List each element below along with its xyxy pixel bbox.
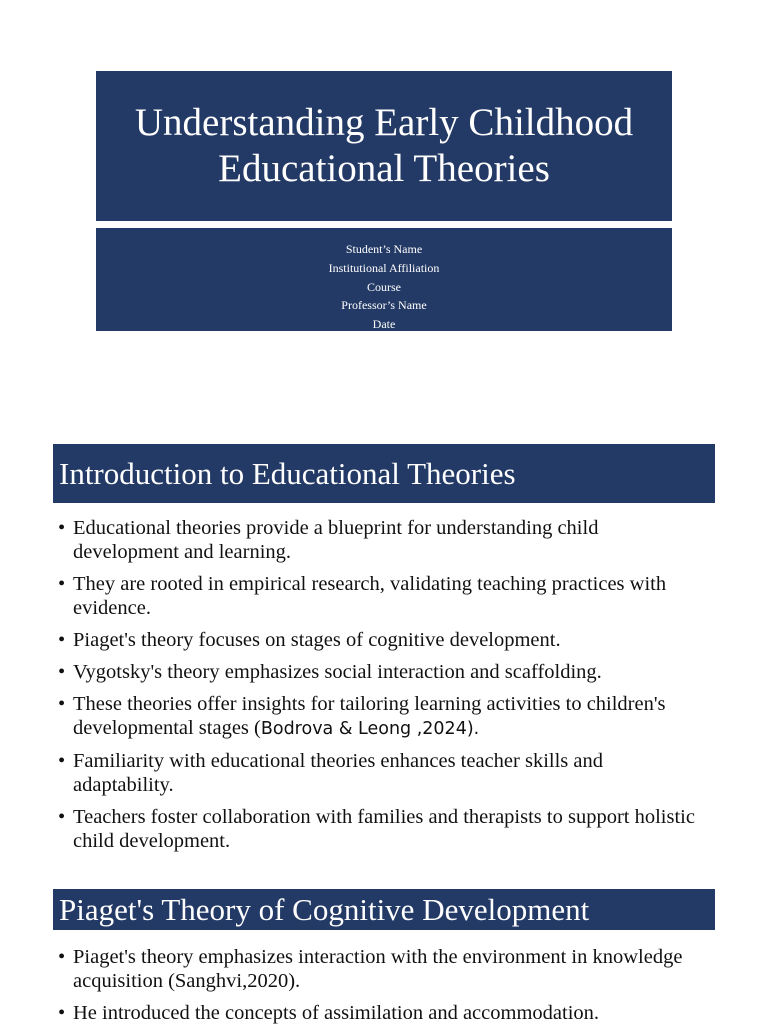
course: Course (367, 279, 401, 294)
citation-text: Bodrova & Leong ,2024). (260, 719, 480, 739)
list-item (58, 516, 708, 564)
list-item (58, 692, 708, 741)
intro-heading: Introduction to Educational Theories (53, 444, 715, 503)
bullet-text: Vygotsky's theory emphasizes social interaction and scaffolding. (73, 661, 602, 683)
bullet-text: Piaget's theory focuses on stages of cognitive development. (73, 629, 561, 651)
bullet-text: These theories offer insights for tailoring learning activities to children's developmental stages ( (73, 693, 666, 739)
bullet-icon: • (58, 517, 66, 539)
subtitle-box (96, 228, 672, 331)
title-line-1: Understanding Early Childhood (134, 101, 634, 144)
bullet-icon: • (58, 573, 66, 595)
title-line-2: Educational Theories (218, 147, 550, 190)
bullet-icon: • (58, 946, 66, 968)
date: Date (372, 317, 396, 332)
list-item (58, 660, 708, 684)
list-item (58, 1001, 708, 1024)
student-name: Student’s Name (345, 242, 423, 256)
bullet-text: He introduced the concepts of assimilation and accommodation. (73, 1002, 600, 1024)
professor-name: Professor’s Name (341, 298, 427, 313)
bullet-icon: • (58, 750, 66, 772)
title-slide-box (96, 71, 672, 221)
list-item (58, 628, 708, 652)
bullet-icon: • (58, 1002, 66, 1024)
bullet-icon: • (58, 806, 66, 828)
intro-bullet-list (58, 516, 708, 861)
piaget-heading: Piaget's Theory of Cognitive Development (53, 889, 715, 930)
list-item (58, 945, 708, 993)
bullet-icon: • (58, 693, 66, 715)
list-item (58, 749, 708, 797)
bullet-text: Piaget's theory emphasizes interaction with the environment in knowledge acquisition (Sanghvi,2020). (73, 946, 683, 992)
list-item (58, 572, 708, 620)
bullet-icon: • (58, 661, 66, 683)
bullet-text: Educational theories provide a blueprint for understanding child development and learning. (73, 517, 599, 563)
piaget-bullet-list (58, 945, 708, 1024)
bullet-text: They are rooted in empirical research, validating teaching practices with evidence. (73, 573, 667, 619)
bullet-text: Familiarity with educational theories enhances teacher skills and adaptability. (73, 750, 603, 796)
bullet-text: Teachers foster collaboration with families and therapists to support holistic child development. (73, 806, 695, 852)
bullet-icon: • (58, 629, 66, 651)
list-item (58, 805, 708, 853)
institutional-affiliation: Institutional Affiliation (328, 260, 440, 275)
